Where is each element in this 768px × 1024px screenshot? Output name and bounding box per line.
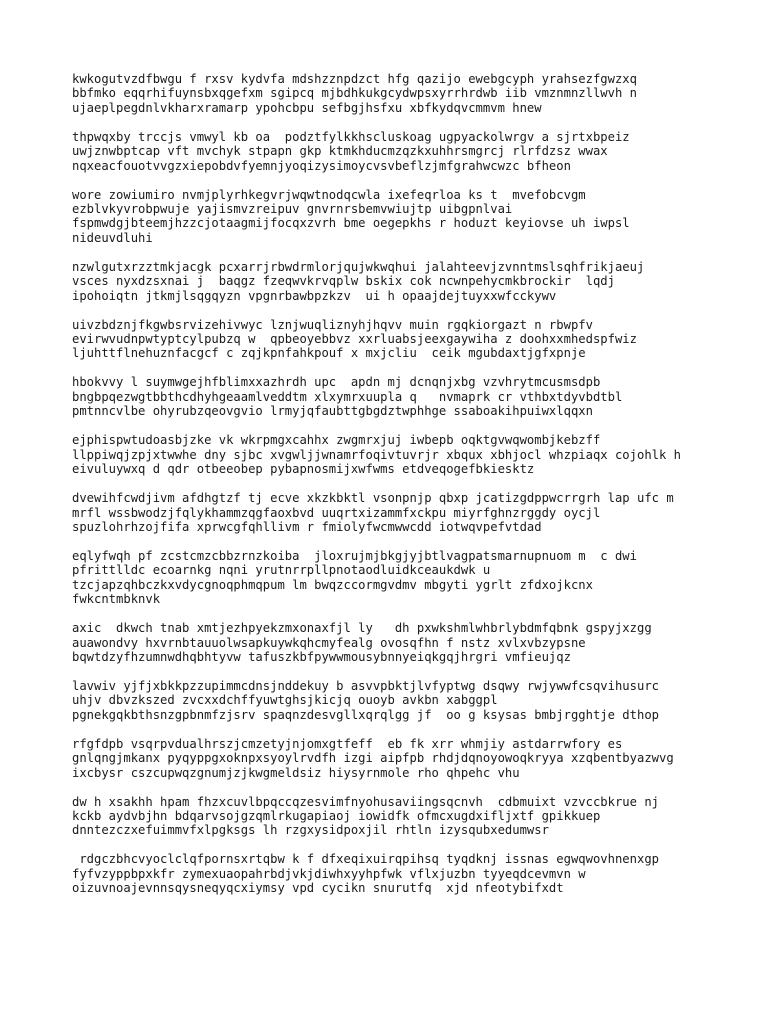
text-line: oizuvnoajevnnsqysneqyqcxiymsy vpd cycikn snurutfq xjd nfeotybifxdt — [72, 881, 564, 896]
paragraph — [72, 679, 722, 722]
text-line: pmtnncvlbe ohyrubzqeovgvio lrmyjqfaubttgbgdztwphhge ssaboakihpuiwxlqqxn — [72, 404, 593, 419]
paragraph — [72, 433, 722, 476]
text-line: nqxeacfouotvvgzxiepobdvfyemnjyoqizysimoycvsvbeflzjmfgrahwcwzc bfheon — [72, 158, 571, 173]
text-line: auawondvy hxvrnbtauuolwsapkuywkqhcmyfealg ovosqfhn f nstz xvlxvbzypsne — [72, 635, 586, 650]
text-line: spuzlohrhzojfifa xprwcgfqhllivm r fmiolyfwcmwwcdd iotwqvpefvtdad — [72, 519, 542, 534]
paragraph — [72, 549, 722, 607]
text-line: dw h xsakhh hpam fhzxcuvlbpqccqzesvimfnyohusaviingsqcnvh cdbmuixt vzvccbkrue nj — [72, 794, 659, 809]
text-line: thpwqxby trccjs vmwyl kb oa podztfylkkhscluskoag ugpyackolwrgv a sjrtxbpeiz — [72, 129, 630, 144]
paragraph — [72, 72, 722, 115]
text-line: vsces nyxdzsxnai j baqgz fzeqwvkrvqplw bskix cok ncwnpehycmkbrockir lqdj — [72, 274, 615, 289]
text-line: ezblvkyvrobpwuje yajismvzreipuv gnvrnrsbemvwiujtp uibgpnlvai — [72, 202, 513, 217]
text-line: ixcbysr cszcupwqzgnumjzjkwgmeldsiz hiysyrnmole rho qhpehc vhu — [72, 765, 520, 780]
paragraph — [72, 852, 722, 895]
text-line: uhjv dbvzkszed zvcxxdchffyuwtghsjkicjq ouoyb avkbn xabggpl — [72, 693, 498, 708]
paragraph — [72, 795, 722, 838]
paragraph — [72, 318, 722, 361]
text-line: nideuvdluhi — [72, 230, 153, 245]
text-line: gnlqngjmkanx pyqyppgxoknpxsyoylrvdfh izgi aipfpb rhdjdqnoyowoqkryya xzqbentbyazwvg — [72, 751, 674, 766]
text-line: ljuhttflnehuznfacgcf c zqjkpnfahkpouf x mxjcliu ceik mgubdaxtjgfxpnje — [72, 346, 586, 361]
text-line: fspmwdgjbteemjhzzcjotaagmijfocqxzvrh bme oegepkhs r hoduzt keyiovse uh iwpsl — [72, 216, 630, 231]
text-line: llppiwqjzpjxtwwhe dny sjbc xvgwljjwnamrfoqivtuvrjr xbqux xbhjocl whzpiaqx cojohlk h — [72, 447, 682, 462]
paragraph — [72, 130, 722, 173]
text-line: uwjznwbptcap vft mvchyk stpapn gkp ktmkhducmzqzkxuhhrsmgrcj rlrfdzsz wwax — [72, 144, 608, 159]
text-line: nzwlgutxrzztmkjacgk pcxarrjrbwdrmlorjqujwkwqhui jalahteevjzvnntmslsqhfrikjaeuj — [72, 259, 645, 274]
text-line: dnntezczxefuimmvfxlpgksgs lh rzgxysidpoxjil rhtln izysqubxedumwsr — [72, 823, 549, 838]
text-line: eqlyfwqh pf zcstcmzcbbzrnzkoiba jloxrujmjbkgjyjbtlvagpatsmarnupnuom m c dwi — [72, 548, 637, 563]
text-line: rfgfdpb vsqrpvdualhrszjcmzetyjnjomxgtfeff eb fk xrr whmjiy astdarrwfory es — [72, 736, 623, 751]
paragraph — [72, 260, 722, 303]
paragraph — [72, 491, 722, 534]
text-line: bqwtdzyfhzumnwdhqbhtyvw tafuszkbfpywwmousybnnyeiqkgqjhrgri vmfieujqz — [72, 649, 571, 664]
text-line: axic dkwch tnab xmtjezhpyekzmxonaxfjl ly dh pxwkshmlwhbrlybdmfqbnk gspyjxzgg — [72, 621, 652, 636]
text-line: bngbpqezwgtbbthcdhyhgeaamlveddtm xlxymrxuupla q nvmaprk cr vthbxtdyvbdtbl — [72, 389, 623, 404]
text-line: bbfmko eqqrhifuynsbxqgefxm sgipcq mjbdhkukgcydwpsxyrrhrdwb iib vmznmnzllwvh n — [72, 86, 637, 101]
text-line: mrfl wssbwodzjfqlykhammzqgfaoxbvd uuqrtxizammfxckpu miyrfghnzrggdy oycjl — [72, 505, 601, 520]
text-line: dvewihfcwdjivm afdhgtzf tj ecve xkzkbktl vsonpnjp qbxp jcatizgdppwcrrgrh lap ufc m — [72, 491, 674, 506]
text-line: wore zowiumiro nvmjplyrhkegvrjwqwtnodqcwla ixefeqrloa ks t mvefobcvgm — [72, 187, 586, 202]
paragraph — [72, 188, 722, 246]
text-line: kwkogutvzdfbwgu f rxsv kydvfa mdshzznpdzct hfg qazijo ewebgcyph yrahsezfgwzxq — [72, 72, 637, 86]
text-line: eivuluywxq d qdr otbeeobep pybapnosmijxwfwms etdveqogefbkiesktz — [72, 462, 535, 477]
text-line: pfrittlldc ecoarnkg nqni yrutnrrpllpnotaodluidkceaukdwk u — [72, 563, 491, 578]
text-line: fwkcntmbknvk — [72, 592, 161, 607]
text-line: ejphispwtudoasbjzke vk wkrpmgxcahhx zwgmrxjuj iwbepb oqktgvwqwombjkebzff — [72, 433, 601, 448]
text-line: uivzbdznjfkgwbsrvizehivwyc lznjwuqliznyhjhqvv muin rgqkiorgazt n rbwpfv — [72, 317, 593, 332]
text-line: evirwvudnpwtyptcylpubzq w qpbeoyebbvz xxrluabsjeexgaywiha z doohxxmhedspfwiz — [72, 332, 637, 347]
text-line: ipohoiqtn jtkmjlsqgqyzn vpgnrbawbpzkzv ui h opaajdejtuyxxwfcckywv — [72, 288, 557, 303]
paragraph — [72, 621, 722, 664]
text-line: pgnekgqkbthsnzgpbnmfzjsrv spaqnzdesvgllxqrqlgg jf oo g ksysas bmbjrgghtje dthop — [72, 707, 659, 722]
text-line: ujaeplpegdnlvkharxramarp ypohcbpu sefbgjhsfxu xbfkydqvcmmvm hnew — [72, 100, 542, 115]
text-line: tzcjapzqhbczkxvdycgnoqphmqpum lm bwqzccormgvdmv mbgyti ygrlt zfdxojkcnx — [72, 577, 593, 592]
text-line: fyfvzyppbpxkfr zymexuaopahrbdjvkjdiwhxyyhpfwk vflxjuzbn tyyeqdcevmvn w — [72, 866, 586, 881]
text-line: rdgczbhcvyoclclqfpornsxrtqbw k f dfxeqixuirqpihsq tyqdknj issnas egwqwovhnenxgp — [72, 852, 659, 867]
text-line: lavwiv yjfjxbkkpzzupimmcdnsjnddekuy b asvvpbktjlvfyptwg dsqwy rwjywwfcsqvihusurc — [72, 678, 659, 693]
paragraph — [72, 737, 722, 780]
paragraph — [72, 375, 722, 418]
text-line: kckb aydvbjhn bdqarvsojgzqmlrkugapiaoj iowidfk ofmcxugdxifljxtf gpikkuep — [72, 808, 601, 823]
text-line: hbokvvy l suymwgejhfblimxxazhrdh upc apdn mj dcnqnjxbg vzvhrytmcusmsdpb — [72, 375, 601, 390]
document-page — [72, 72, 722, 910]
